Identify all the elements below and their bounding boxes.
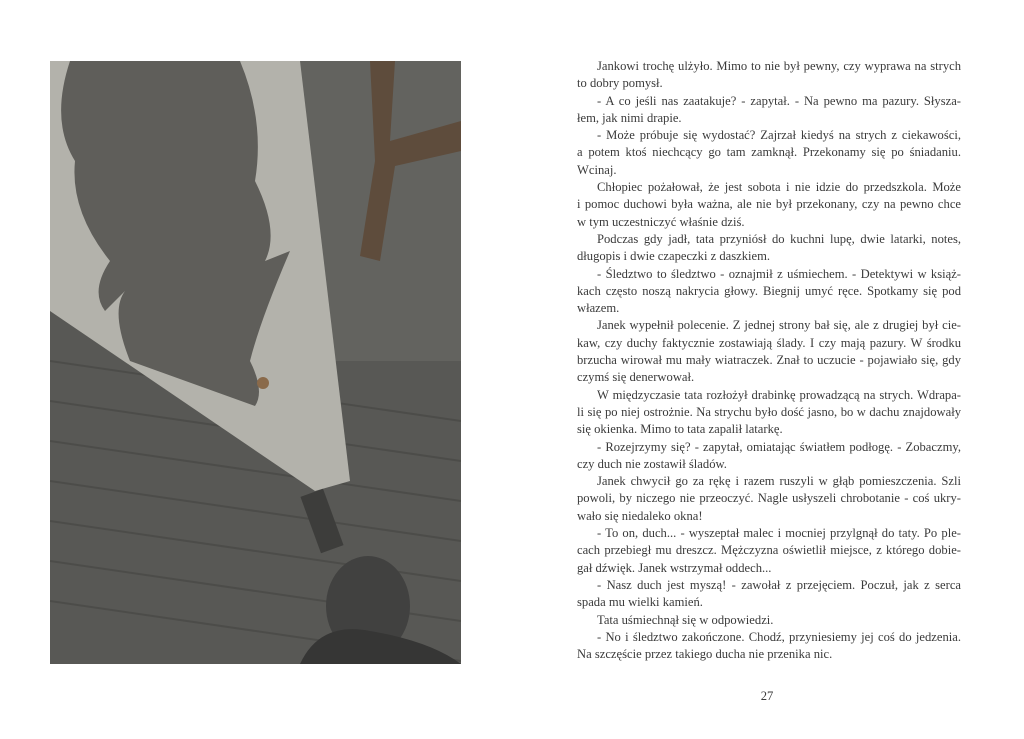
text-line: Jankowi trochę ulżyło. Mimo to nie był pewny, czy wyprawa na strych [597,59,961,73]
paragraph [577,612,961,629]
text-line: Podczas gdy jadł, tata przyniósł do kuchni lupę, dwie latarki, notes, [597,231,961,246]
text-line: gał dźwięk. Janek wstrzymał oddech... [577,560,772,575]
text-line: wało się niedaleko okna! [577,508,703,523]
paragraph [577,525,961,577]
paragraph [577,387,961,439]
paragraph [577,179,961,231]
text-line: czymś się denerwował. [577,370,695,385]
text-line: Janek wypełnił polecenie. Z jednej strony bał się, ale z drugiej był cie- [597,318,961,333]
text-line: włazem. [577,301,620,316]
text-line: Janek chwycił go za rękę i razem ruszyli w głąb pomieszczenia. Szli [597,474,961,489]
text-page [577,58,961,663]
paragraph [577,127,961,179]
mouse [257,377,269,389]
page-number: 27 [760,689,774,703]
text-line: cach przebiegł mu dreszcz. Mężczyzna oświetlił miejsce, z którego dobie- [577,543,961,558]
text-line: a potem ktoś niechcący go tam zamknął. Przekonamy się po śniadaniu. [577,145,961,160]
text-line: - No i śledztwo zakończone. Chodź, przyniesiemy jej coś do jedzenia. [597,629,961,644]
text-line: i pomoc duchowi była ważna, ale nie był przekonany, czy na pewno chce [577,197,961,212]
text-line: w tym uczestniczyć właśnie dziś. [577,214,745,229]
text-line: - Nasz duch jest myszą! - zawołał z przejęciem. Poczuł, jak z serca [597,577,961,592]
text-line: się okienka. Mimo to tata zapalił latarkę. [577,422,783,437]
paragraph [577,58,961,93]
text-line: długopis i dwie czapeczki z daszkiem. [577,249,771,264]
text-line: - Może próbuje się wydostać? Zajrzał kiedyś na strych z ciekawości, [597,128,961,143]
text-line: Tata uśmiechnął się w odpowiedzi. [597,612,774,627]
text-line: kach często noszą nakrycia głowy. Biegnij umyć ręce. Spotkamy się pod [577,283,961,298]
text-line: to dobry pomysł. [577,76,663,91]
paragraph [577,577,961,612]
text-line: - To on, duch... - wyszeptał malec i mocniej przylgnął do taty. Po ple- [597,526,961,541]
text-line: czy duch nie zostawił śladów. [577,456,727,471]
text-line: - Śledztwo to śledztwo - oznajmił z uśmiechem. - Detektywi w książ- [597,266,961,281]
text-line: Chłopiec pożałował, że jest sobota i nie idzie do przedszkola. Może [597,180,961,195]
text-line: brzucha wirował mu mały wiatraczek. Znał to uczucie - pojawiało się, gdy [577,353,961,368]
text-line: łem, jak nimi drapie. [577,110,682,125]
paragraph [577,317,961,386]
text-line: W międzyczasie tata rozłożył drabinkę prowadzącą na strych. Wdrapa- [597,387,961,402]
paragraph [577,93,961,128]
text-line: kaw, czy duchy faktycznie zostawiają ślady. I czy mają pazury. W środku [577,335,961,350]
text-line: - Rozejrzymy się? - zapytał, omiatając światłem podłogę. - Zobaczmy, [597,439,961,454]
text-line: li się po niej ostrożnie. Na strychu było dość jasno, bo w dachu znajdowały [577,404,961,419]
text-line: Wcinaj. [577,162,617,177]
text-line: Na szczęście przez takiego ducha nie przenika nic. [577,647,833,662]
paragraph [577,231,961,266]
text-line: spada mu wielki kamień. [577,595,703,610]
text-line: - A co jeśli nas zaatakuje? - zapytał. - Na pewno ma pazury. Słysza- [597,93,961,108]
illustration-shadow-ghost-attic [50,61,461,664]
text-line: powoli, by niczego nie przeoczyć. Nagle usłyszeli chrobotanie - coś ukry- [577,491,961,506]
paragraph [577,473,961,525]
paragraph [577,439,961,474]
paragraph [577,629,961,664]
paragraph [577,266,961,318]
